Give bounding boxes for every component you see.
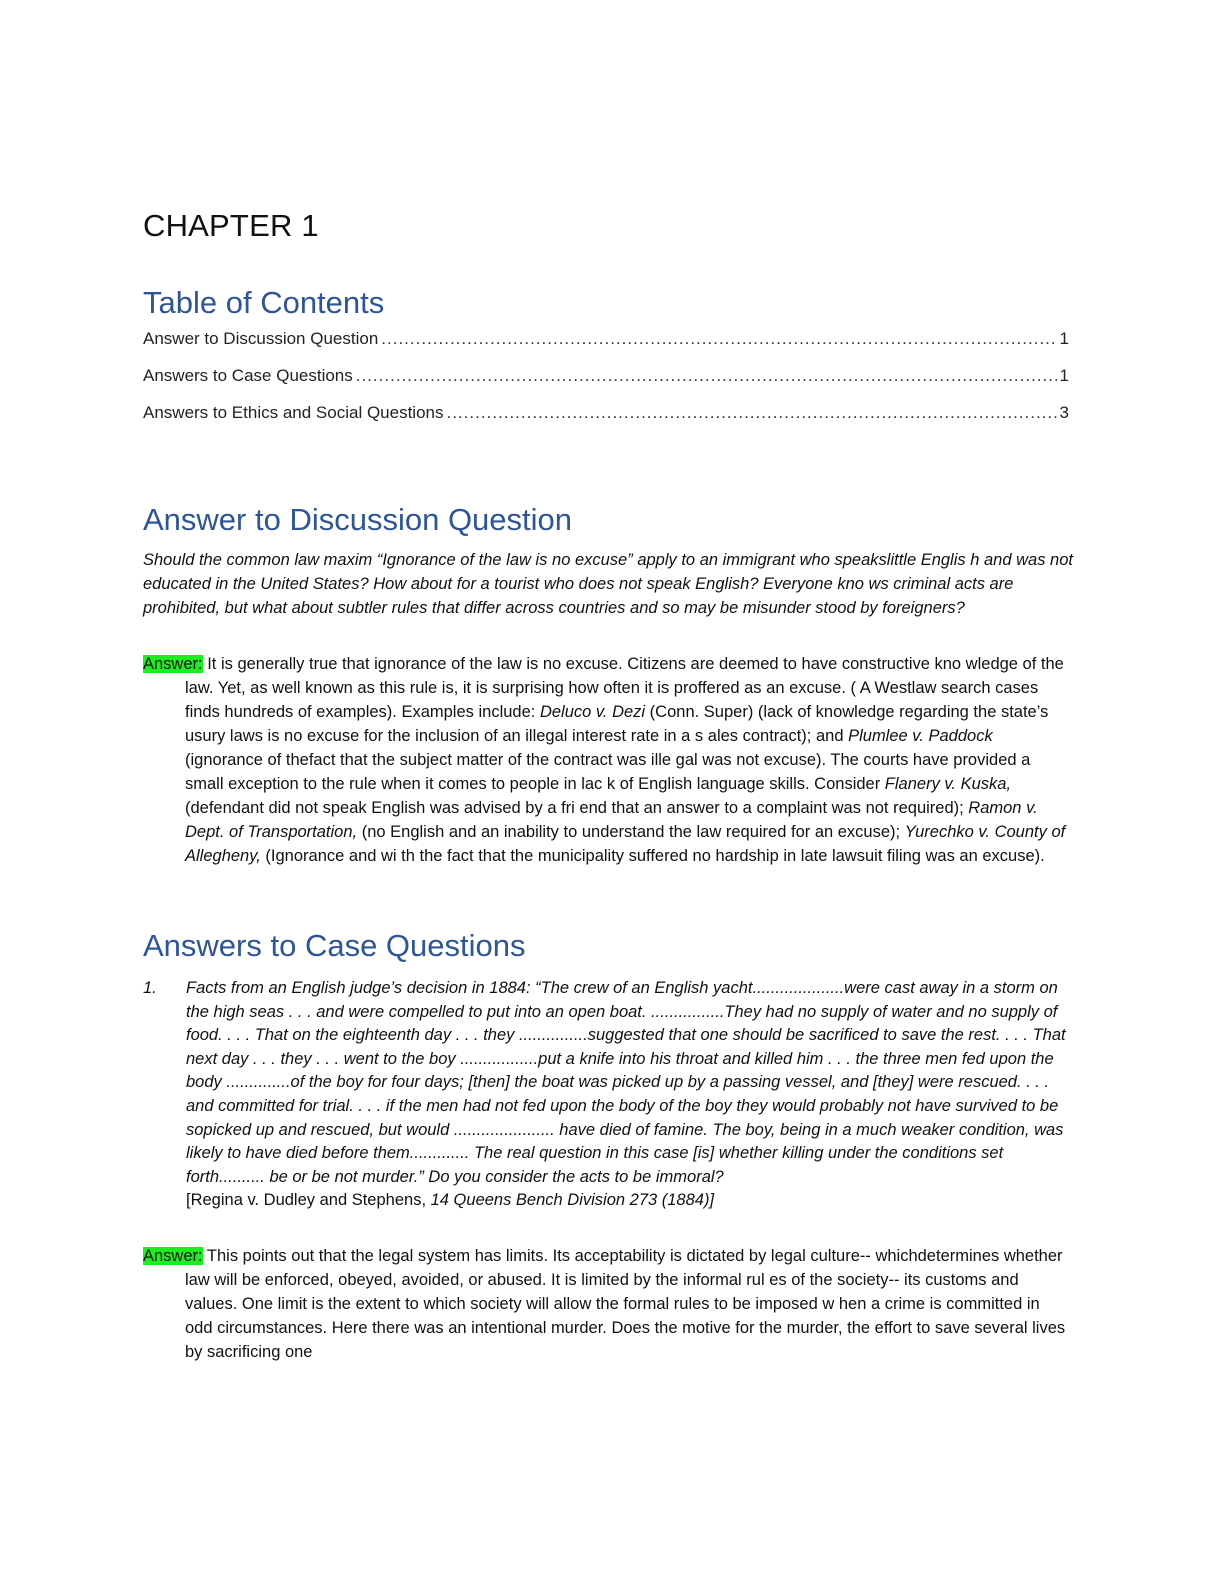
- question-text: Facts from an English judge’s decision in 1884: “The crew of an English yacht....................were cast away in a storm on the high seas . . . and were compelled to put into an open boat. ................They had no supply of water and no supply of food. . . . That on the eighteenth day . . . they ...............suggested that one should be sacrificed to save the rest. . . . That next day . . . they . . . went to the boy .................put a knife into his throat and killed him . . . the three men fed upon the body ..............of the boy for four days; [then] the boat was picked up by a passing vessel, and [they] were rescued. . . . and committed for trial. . . . if the men had not fed upon the body of the boy they would probably not have survived to be sopicked up and rescued, but would ...................... have died of famine. The boy, being in a much weaker condition, was likely to have died before them............. The real question in this case [is] whether killing under the conditions set forth.......... be or be not murder.” Do you consider the acts to be immoral?: [186, 979, 1066, 1186]
- question-number: 1.: [143, 979, 157, 997]
- toc-entry[interactable]: [143, 403, 1069, 440]
- case-questions-heading: Answers to Case Questions: [143, 928, 526, 963]
- toc-leader-dots: [381, 329, 1056, 349]
- toc-entry-label[interactable]: Answers to Ethics and Social Questions: [143, 403, 444, 422]
- citation-case: Regina v. Dudley and Stephens,: [190, 1191, 427, 1210]
- answer-text: It is generally true that ignorance of the law is no excuse. Citizens are deemed to have constructive kno wledge of the law. Yet, as well known as this rule is, it is surprising how often it is proffered as an excuse. ( A Westlaw search cases finds hundreds of examples). Examples include:: [185, 655, 1064, 721]
- table-of-contents: [143, 329, 1069, 440]
- toc-entry[interactable]: [143, 366, 1069, 403]
- case-citation: Plumlee v. Paddock: [848, 727, 993, 745]
- answer-label: Answer:: [143, 1247, 203, 1265]
- case-question-1: [143, 977, 1069, 1213]
- toc-title: Table of Contents: [143, 285, 385, 320]
- chapter-title: CHAPTER 1: [143, 208, 319, 243]
- toc-entry-page[interactable]: 1: [1059, 366, 1069, 385]
- toc-leader-dots: [356, 366, 1057, 386]
- case-citation: Ramon v. Dept. of Transportation,: [185, 799, 1038, 841]
- answer-text: (defendant did not speak English was advised by a fri end that an answer to a complaint was not required);: [185, 799, 969, 817]
- case-answer: [143, 1244, 1069, 1364]
- toc-entry-label[interactable]: Answer to Discussion Question: [143, 329, 379, 348]
- discussion-answer: [143, 652, 1069, 868]
- toc-entry-label[interactable]: Answers to Case Questions: [143, 366, 353, 385]
- answer-label: Answer:: [143, 655, 203, 673]
- case-citation: Deluco v. Dezi: [539, 703, 646, 721]
- answer-text: (Ignorance and wi th the fact that the municipality suffered no hardship in late lawsuit filing was an excuse).: [260, 847, 1045, 865]
- citation-bracket: [: [186, 1191, 191, 1210]
- answer-text: (ignorance of thefact that the subject matter of the contract was ille gal was not excuse). The courts have provided a small exception to the rule when it comes to people in lac k of English language skills. Consider: [185, 751, 1031, 793]
- toc-entry-page[interactable]: 3: [1059, 403, 1069, 422]
- discussion-heading: Answer to Discussion Question: [143, 502, 573, 537]
- case-citation: Yurechko v. County of Allegheny,: [185, 823, 1066, 865]
- toc-entry[interactable]: [143, 329, 1069, 366]
- answer-text: This points out that the legal system has limits. Its acceptability is dictated by legal culture-- whichdetermines whether law will be enforced, obeyed, avoided, or abused. It is limited by the informal rul es of the society-- its customs and values. One limit is the extent to which society will allow the formal rules to be imposed w hen a crime is committed in odd circumstances. Here there was an intentional murder. Does the motive for the murder, the effort to save several lives by sacrificing one: [185, 1247, 1066, 1361]
- toc-entry-page[interactable]: 1: [1059, 329, 1069, 348]
- citation-reporter: 14 Queens Bench Division 273 (1884)]: [426, 1191, 715, 1210]
- answer-text: (no English and an inability to understand the law required for an excuse);: [357, 823, 905, 841]
- case-citation: Flanery v. Kuska,: [884, 775, 1012, 793]
- toc-leader-dots: [446, 403, 1056, 423]
- discussion-question: Should the common law maxim “Ignorance of the law is no excuse” apply to an immigrant who speakslittle Englis h and was not educated in the United States? How about for a tourist who does not speak English? Everyone kno ws criminal acts are prohibited, but what about subtler rules that differ across countries and so may be misunder stood by foreigners?: [143, 551, 1073, 617]
- answer-text: (Conn. Super) (lack of knowledge regarding the state’s usury laws is no excuse for the inclusion of an illegal interest rate in a s ales contract); and: [185, 703, 1049, 745]
